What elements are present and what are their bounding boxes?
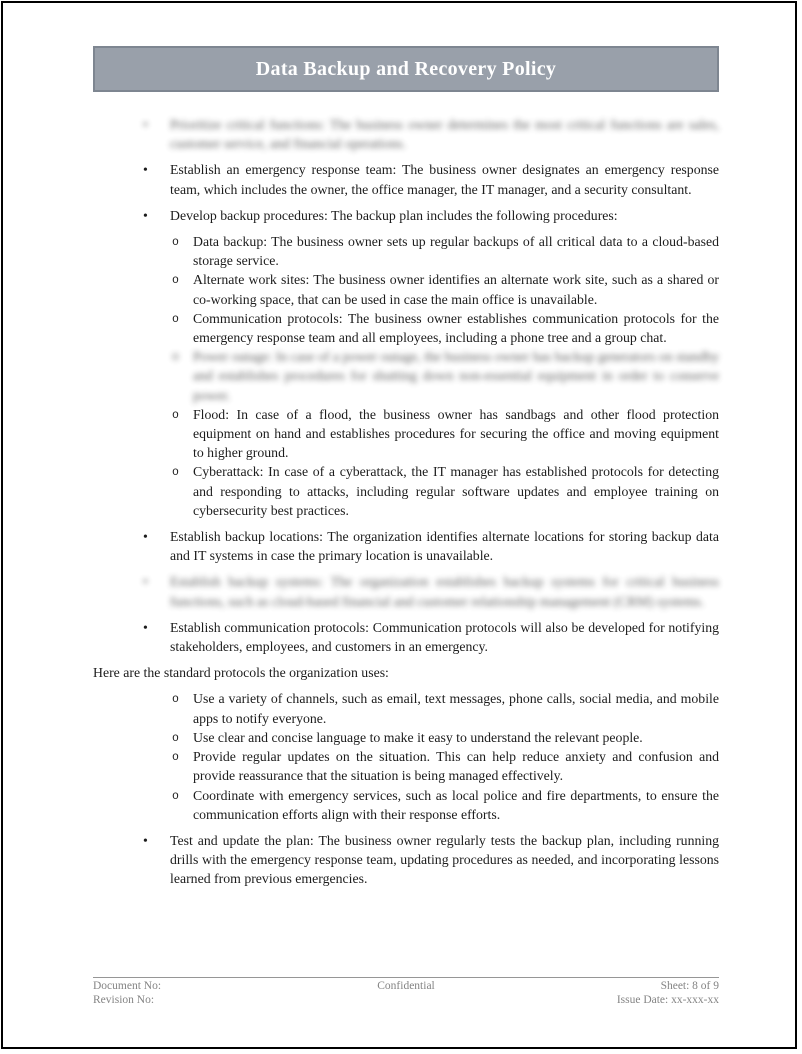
block-text: Prioritize critical functions: The business owner determines the most critical functions are sales, customer service, and financial operations. — [170, 117, 719, 152]
bullet-item — [93, 160, 719, 198]
bullet-marker: • — [143, 574, 148, 590]
block-text: Establish an emergency response team: The business owner designates an emergency response team, which includes the owner, the office manager, the IT manager, and a security consultant. — [170, 162, 719, 197]
sub-bullet-item — [93, 270, 719, 308]
sub-bullet-marker: o — [172, 466, 179, 480]
title-banner — [93, 46, 719, 92]
sheet-label: Sheet: 8 of 9 — [660, 980, 720, 992]
sub-bullet-item — [93, 232, 719, 270]
sub-bullet-marker: o — [172, 351, 179, 365]
block-text: Establish communication protocols: Communication protocols will also be developed for notifying stakeholders, employees, and customers in an emergency. — [170, 619, 719, 655]
bullet-marker: • — [143, 529, 148, 545]
bullet-item — [93, 618, 719, 656]
block-text: Test and update the plan: The business owner regularly tests the backup plan, including running drills with the emergency response team, updating procedures as needed, and incorporating lessons learned from previous emergencies. — [170, 832, 719, 887]
block-text: Flood: In case of a flood, the business owner has sandbags and other flood protection equipment on hand and establishes procedures for securing the office and moving equipment to higher ground. — [193, 406, 719, 461]
footer-row — [93, 980, 719, 1007]
block-text: Data backup: The business owner sets up regular backups of all critical data to a cloud-based storage service. — [193, 234, 719, 269]
sub-bullet-item — [93, 689, 719, 727]
block-text: Use clear and concise language to make it easy to understand the relevant people. — [193, 729, 643, 745]
footer — [93, 977, 719, 1007]
paragraph — [93, 663, 719, 682]
bullet-marker: • — [143, 117, 148, 132]
bullet-item — [93, 572, 719, 610]
sub-bullet-item — [93, 462, 719, 520]
block-text: Establish backup systems: The organization establishes backup systems for critical business functions, such as cloud-based financial and customer relationship management (CRM) systems. — [170, 574, 719, 609]
sub-bullet-item — [93, 786, 719, 824]
document-no-label: Document No: — [93, 980, 162, 992]
block-text: Use a variety of channels, such as email, text messages, phone calls, social media, and mobile apps to notify everyone. — [193, 691, 719, 726]
sub-bullet-item — [93, 347, 719, 405]
bullet-item — [93, 115, 719, 153]
block-text: Cyberattack: In case of a cyberattack, the IT manager has established protocols for detecting and responding to attacks, including regular software updates and employee training on cybersecurity best practices. — [193, 464, 719, 518]
block-text: Communication protocols: The business owner establishes communication protocols for the emergency response team and all employees, including a phone tree and a group chat. — [193, 310, 719, 346]
block-text: Provide regular updates on the situation. This can help reduce anxiety and confusion and provide reassurance that the situation is being managed effectively. — [193, 749, 719, 784]
sub-bullet-marker: o — [172, 731, 179, 745]
issue-date-label: Issue Date: xx-xxx-xx — [616, 993, 720, 1006]
footer-left — [93, 980, 302, 1007]
block-text: Alternate work sites: The business owner identifies an alternate work site, such as a shared or co-working space, that can be used in case the main office is unavailable. — [193, 272, 719, 307]
bullet-item — [93, 831, 719, 889]
bullet-item — [93, 206, 719, 225]
sub-bullet-item — [93, 309, 719, 347]
sub-bullet-marker: o — [172, 408, 179, 422]
footer-right — [510, 980, 719, 1007]
bullet-marker: • — [143, 619, 148, 635]
sub-bullet-item — [93, 728, 719, 747]
confidential-label: Confidential — [377, 980, 435, 992]
bullet-marker: • — [143, 832, 148, 848]
block-text: Coordinate with emergency services, such as local police and fire departments, to ensure the communication efforts align with their response efforts. — [193, 787, 719, 822]
block-text: Here are the standard protocols the organization uses: — [93, 665, 389, 681]
block-text: Establish backup locations: The organization identifies alternate locations for storing backup data and IT systems in case the primary location is unavailable. — [170, 529, 719, 564]
sub-bullet-marker: o — [172, 693, 179, 707]
revision-no-label: Revision No: — [93, 993, 155, 1006]
bullet-marker: • — [143, 207, 148, 223]
page-title: Data Backup and Recovery Policy — [255, 57, 557, 80]
sub-bullet-item — [93, 405, 719, 463]
bullet-marker: • — [143, 162, 148, 178]
sub-bullet-marker: o — [172, 236, 179, 250]
block-text: Power outage: In case of a power outage, the business owner has backup generators on standby and establishes procedures for shutting down non-essential equipment in order to conserve power. — [193, 349, 719, 403]
document-body — [93, 108, 719, 896]
sub-bullet-item — [93, 747, 719, 785]
block-text: Develop backup procedures: The backup plan includes the following procedures: — [170, 207, 618, 223]
sub-bullet-marker: o — [172, 751, 179, 765]
sub-bullet-marker: o — [172, 312, 179, 326]
bullet-item — [93, 527, 719, 565]
sub-bullet-marker: o — [172, 789, 179, 803]
sub-bullet-marker: o — [172, 274, 179, 288]
